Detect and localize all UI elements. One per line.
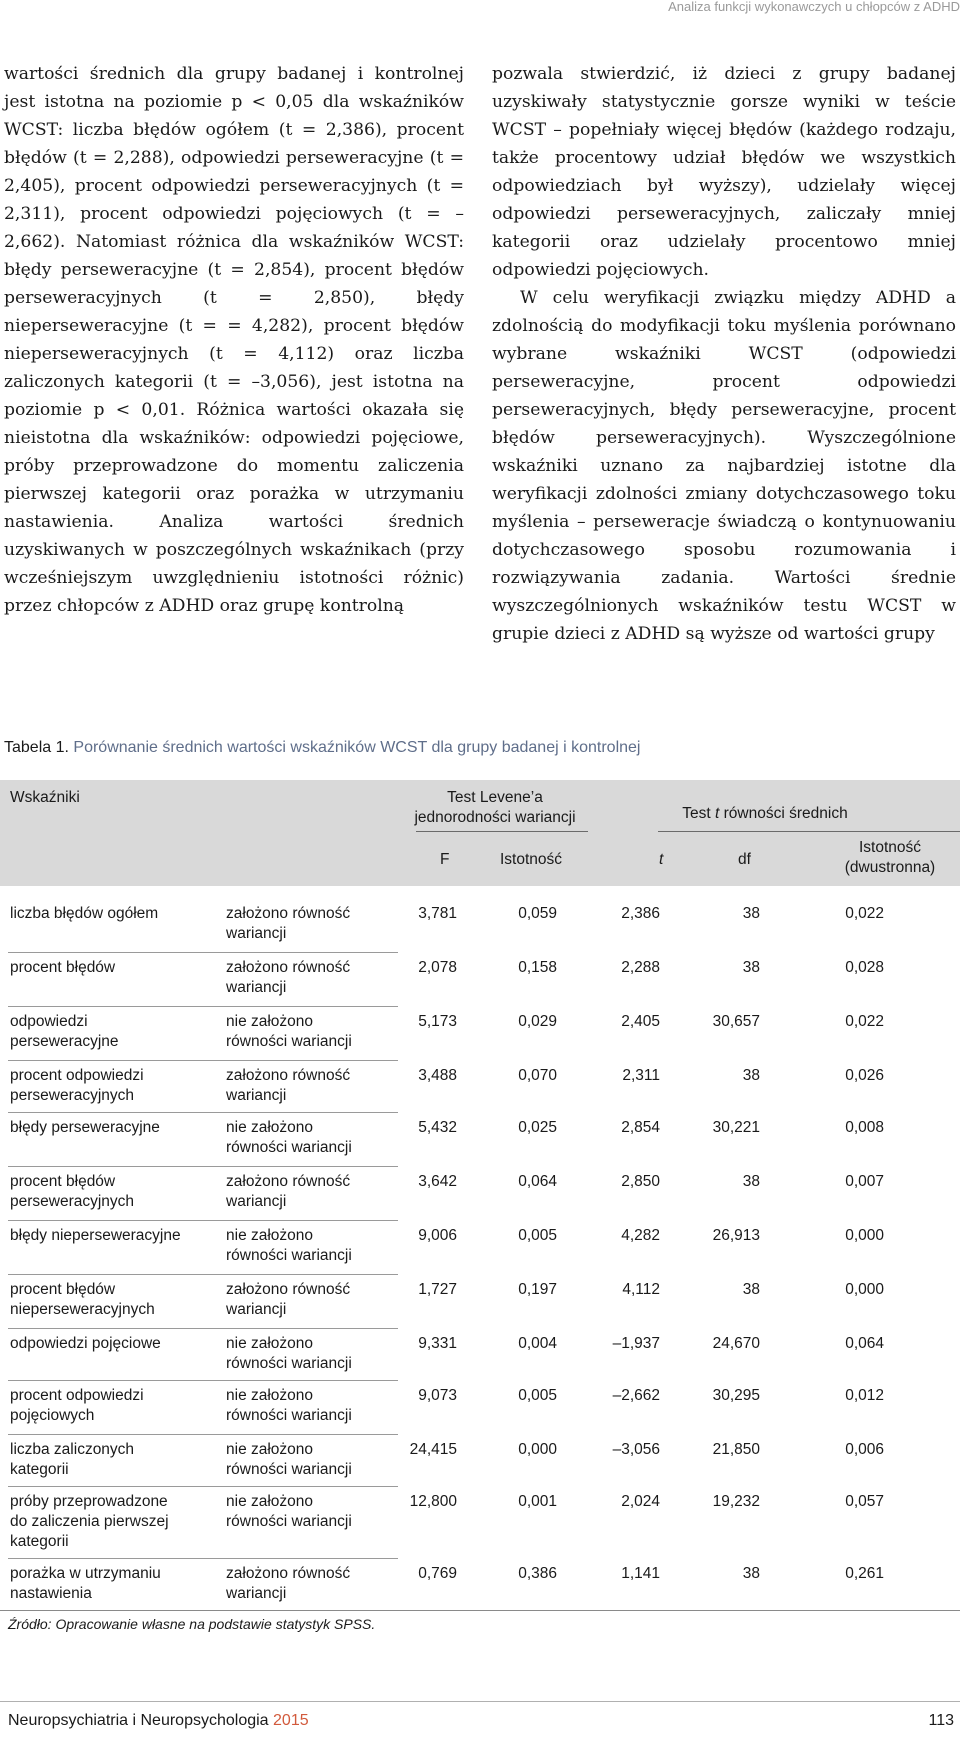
cell-sig2: 0,022 (845, 1013, 884, 1030)
row-assumption-line: nie założono (226, 1387, 314, 1404)
row-assumption-line: równości wariancji (226, 1461, 352, 1478)
row-indicator-line: liczba zaliczonych (10, 1441, 135, 1458)
row-indicator-line: próby przeprowadzone (10, 1493, 168, 1510)
row-indicator-line: procent odpowiedzi (10, 1067, 144, 1084)
cell-sig2: 0,006 (845, 1441, 884, 1458)
row-assumption-line: założono równość (226, 1067, 351, 1084)
row-indicator-line: liczba błędów ogółem (10, 905, 159, 922)
row-assumption-line: równości wariancji (226, 1247, 352, 1264)
row-indicator (10, 904, 200, 924)
header-levene-line2: jednorodności wariancji (414, 809, 576, 826)
row-indicator-line: odpowiedzi (10, 1013, 88, 1030)
right-text-column (492, 60, 956, 648)
cell-t: 2,288 (621, 959, 660, 976)
header-t: t (659, 851, 664, 868)
row-assumption-line: nie założono (226, 1119, 314, 1136)
row-separator (8, 1060, 398, 1061)
cell-F: 9,006 (418, 1227, 457, 1244)
row-indicator-line: procent odpowiedzi (10, 1387, 144, 1404)
row-assumption-line: nie założono (226, 1335, 314, 1352)
cell-significance: 0,001 (518, 1493, 557, 1510)
row-indicator-line: perseweracyjnych (10, 1087, 135, 1104)
cell-df: 30,221 (712, 1119, 760, 1136)
cell-t: 2,311 (622, 1067, 660, 1084)
cell-sig2: 0,012 (845, 1387, 884, 1404)
header-sig2 (820, 838, 960, 878)
row-separator (8, 1328, 398, 1329)
cell-F: 5,173 (418, 1013, 457, 1030)
row-assumption (226, 1118, 396, 1158)
page-number: 113 (928, 1712, 954, 1729)
cell-F: 12,800 (409, 1493, 457, 1510)
row-assumption-line: wariancji (226, 1585, 287, 1602)
cell-sig2: 0,008 (845, 1119, 884, 1136)
left-text-column (4, 60, 464, 620)
cell-F: 1,727 (418, 1281, 457, 1298)
row-indicator-line: kategorii (10, 1461, 69, 1478)
row-assumption-line: wariancji (226, 1193, 287, 1210)
row-indicator-line: perseweracyjne (10, 1033, 119, 1050)
cell-significance: 0,005 (518, 1387, 557, 1404)
row-indicator-line: porażka w utrzymaniu (10, 1565, 161, 1582)
row-assumption-line: równości wariancji (226, 1355, 352, 1372)
footer-journal-name: Neuropsychiatria i Neuropsychologia (8, 1712, 269, 1729)
row-assumption-line: wariancji (226, 1087, 287, 1104)
cell-sig2: 0,022 (845, 905, 884, 922)
row-assumption-line: założono równość (226, 1565, 351, 1582)
cell-significance: 0,004 (518, 1335, 557, 1352)
footer-year: 2015 (273, 1712, 309, 1729)
row-assumption-line: wariancji (226, 1301, 287, 1318)
cell-F: 3,488 (418, 1067, 457, 1084)
cell-sig2: 0,007 (845, 1173, 884, 1190)
row-assumption-line: równości wariancji (226, 1139, 352, 1156)
cell-F: 24,415 (409, 1441, 457, 1458)
cell-F: 5,432 (418, 1119, 457, 1136)
cell-t: 4,282 (621, 1227, 660, 1244)
table-caption-text: Porównanie średnich wartości wskaźników WCST dla grupy badanej i kontrolnej (73, 739, 641, 756)
row-assumption-line: równości wariancji (226, 1033, 352, 1050)
row-indicator-line: kategorii (10, 1533, 69, 1550)
cell-df: 30,657 (712, 1013, 760, 1030)
cell-t: 2,024 (621, 1493, 660, 1510)
row-assumption (226, 1012, 396, 1052)
right-paragraph-2: W celu weryfikacji związku między ADHD a zdolnością do modyfikacji toku myślenia porównano wybrane wskaźniki WCST (odpowiedzi perseweracyjne, procent odpowiedzi perseweracyjnych, błędy perseweracyjne, procent błędów perseweracyjnych). Wyszczególnione wskaźniki uznano za najbardziej istotne dla weryfikacji zdolności zmiany dotychczasowego toku myślenia – perseweracje świadczą o kontynuowaniu dotychczasowego sposobu rozumowania i rozwiązywania zadania. Wartości średnie wyszczególnionych wskaźników testu WCST w grupie dzieci z ADHD są wyższe od wartości grupy (492, 288, 956, 644)
row-assumption-line: nie założono (226, 1493, 314, 1510)
cell-F: 3,642 (418, 1173, 457, 1190)
cell-t: 2,854 (621, 1119, 660, 1136)
cell-t: 2,386 (621, 905, 660, 922)
row-indicator (10, 1066, 200, 1106)
row-indicator-line: do zaliczenia pierwszej (10, 1513, 169, 1530)
row-assumption-line: założono równość (226, 959, 351, 976)
cell-sig2: 0,000 (845, 1227, 884, 1244)
right-paragraph-1: pozwala stwierdzić, iż dzieci z grupy badanej uzyskiwały statystycznie gorsze wyniki w teście WCST – popełniały więcej błędów (każdego rodzaju, także procentowy udział błędów we wszystkich odpowiedziach był wyższy), udzielały więcej odpowiedzi perseweracyjnych, zaliczały mniej kategorii oraz udzielały procentowo mniej odpowiedzi pojęciowych. (492, 64, 956, 280)
row-indicator (10, 1564, 200, 1604)
cell-sig2: 0,057 (845, 1493, 884, 1510)
header-rule-ttest (658, 831, 960, 832)
table-bottom-rule (0, 1610, 960, 1611)
row-assumption-line: wariancji (226, 979, 287, 996)
header-sig2-line2: (dwustronna) (844, 859, 936, 876)
row-assumption (226, 958, 396, 998)
cell-t: –3,056 (612, 1441, 660, 1458)
row-assumption (226, 904, 396, 944)
row-separator (8, 1274, 398, 1275)
cell-significance: 0,070 (518, 1067, 557, 1084)
row-indicator (10, 1386, 200, 1426)
header-rule-levene (416, 831, 588, 832)
row-separator (8, 1434, 398, 1435)
cell-significance: 0,025 (518, 1119, 557, 1136)
header-sig2-line1: Istotność (858, 839, 922, 856)
row-indicator-line: błędy nieperseweracyjne (10, 1227, 181, 1244)
table-source: Źródło: Opracowanie własne na podstawie statystyk SPSS. (8, 1616, 376, 1632)
cell-t: –1,937 (612, 1335, 660, 1352)
row-assumption (226, 1066, 396, 1106)
cell-significance: 0,064 (518, 1173, 557, 1190)
cell-significance: 0,386 (518, 1565, 557, 1582)
cell-t: 2,850 (621, 1173, 660, 1190)
footer-journal (8, 1712, 309, 1730)
header-indicators: Wskaźniki (10, 789, 80, 806)
cell-df: 38 (742, 1565, 760, 1582)
row-separator (8, 1380, 398, 1381)
header-ttest-t: t (715, 805, 720, 822)
cell-df: 24,670 (712, 1335, 760, 1352)
row-assumption (226, 1492, 396, 1532)
cell-significance: 0,197 (518, 1281, 557, 1298)
cell-df: 38 (742, 959, 760, 976)
cell-significance: 0,000 (518, 1441, 557, 1458)
row-assumption-line: wariancji (226, 925, 287, 942)
cell-df: 38 (742, 1173, 760, 1190)
row-separator (8, 1006, 398, 1007)
table-caption (4, 738, 954, 758)
cell-df: 38 (742, 1067, 760, 1084)
row-indicator (10, 1492, 200, 1552)
row-assumption (226, 1226, 396, 1266)
header-levene-line1: Test Levene’a (447, 789, 543, 806)
row-separator (8, 1558, 398, 1559)
row-assumption-line: równości wariancji (226, 1513, 352, 1530)
left-paragraph: wartości średnich dla grupy badanej i kontrolnej jest istotna na poziomie p < 0,05 dla wskaźników WCST: liczba błędów ogółem (t = 2,386), procent błędów (t = 2,288), odpowiedzi perseweracyjne (t = 2,405), procent odpowiedzi perseweracyjnych (t = 2,311), procent odpowiedzi pojęciowych (t = –2,662). Natomiast różnica dla wskaźników WCST: błędy perseweracyjne (t = 2,854), procent błędów perseweracyjnych (t = 2,850), błędy nieperseweracyjne (t = = 4,282), procent błędów nieperseweracyjnych (t = 4,112) oraz liczba zaliczonych kategorii (t = –3,056), jest istotna na poziomie p < 0,01. Różnica wartości okazała się nieistotna dla wskaźników: odpowiedzi pojęciowe, próby przeprowadzone do momentu zaliczenia pierwszej kategorii oraz porażka w utrzymaniu nastawienia. Analiza wartości średnich uzyskiwanych w poszczególnych wskaźnikach (przy wcześniejszym uwzględnieniu istotności różnic) przez chłopców z ADHD oraz grupę kontrolną (4, 64, 464, 616)
table-header (0, 780, 960, 886)
row-assumption-line: równości wariancji (226, 1407, 352, 1424)
cell-F: 9,331 (418, 1335, 457, 1352)
row-indicator (10, 1334, 200, 1354)
row-indicator (10, 1440, 200, 1480)
row-separator (8, 1220, 398, 1221)
cell-t: 2,405 (621, 1013, 660, 1030)
row-assumption (226, 1280, 396, 1320)
header-F: F (440, 851, 450, 868)
cell-df: 30,295 (712, 1387, 760, 1404)
row-indicator (10, 1012, 200, 1052)
header-levene (390, 788, 600, 828)
row-indicator-line: odpowiedzi pojęciowe (10, 1335, 161, 1352)
row-indicator-line: błędy perseweracyjne (10, 1119, 160, 1136)
cell-sig2: 0,028 (845, 959, 884, 976)
cell-significance: 0,029 (518, 1013, 557, 1030)
cell-F: 3,781 (418, 905, 457, 922)
row-indicator-line: perseweracyjnych (10, 1193, 135, 1210)
table-caption-label: Tabela 1. (4, 739, 69, 756)
row-indicator-line: nieperseweracyjnych (10, 1301, 155, 1318)
cell-sig2: 0,064 (845, 1335, 884, 1352)
cell-t: 4,112 (622, 1281, 660, 1298)
row-separator (8, 1486, 398, 1487)
row-indicator-line: procent błędów (10, 959, 116, 976)
cell-sig2: 0,026 (845, 1067, 884, 1084)
row-assumption-line: założono równość (226, 1281, 351, 1298)
cell-significance: 0,005 (518, 1227, 557, 1244)
row-indicator-line: pojęciowych (10, 1407, 95, 1424)
cell-df: 19,232 (712, 1493, 760, 1510)
row-indicator-line: nastawienia (10, 1585, 92, 1602)
row-indicator-line: procent błędów (10, 1173, 116, 1190)
row-indicator (10, 958, 200, 978)
row-assumption (226, 1172, 396, 1212)
row-separator (8, 952, 398, 953)
header-ttest (640, 804, 890, 824)
cell-df: 38 (742, 905, 760, 922)
row-indicator (10, 1280, 200, 1320)
header-df: df (738, 851, 751, 868)
row-assumption (226, 1440, 396, 1480)
cell-sig2: 0,000 (845, 1281, 884, 1298)
cell-F: 0,769 (418, 1565, 457, 1582)
header-significance: Istotność (500, 851, 563, 868)
row-indicator (10, 1226, 200, 1246)
cell-t: 1,141 (621, 1565, 660, 1582)
row-assumption (226, 1334, 396, 1374)
header-ttest-prefix: Test (682, 805, 716, 822)
row-assumption (226, 1386, 396, 1426)
row-assumption-line: nie założono (226, 1441, 314, 1458)
header-ttest-suffix: równości średnich (719, 805, 848, 822)
row-assumption-line: założono równość (226, 1173, 351, 1190)
row-assumption-line: założono równość (226, 905, 351, 922)
running-header: Analiza funkcji wykonawczych u chłopców z ADHD (668, 0, 960, 14)
cell-F: 9,073 (418, 1387, 457, 1404)
cell-df: 38 (742, 1281, 760, 1298)
cell-df: 26,913 (712, 1227, 760, 1244)
row-separator (8, 1112, 398, 1113)
row-indicator-line: procent błędów (10, 1281, 116, 1298)
cell-F: 2,078 (418, 959, 457, 976)
row-assumption-line: nie założono (226, 1227, 314, 1244)
row-indicator (10, 1118, 200, 1138)
row-assumption (226, 1564, 396, 1604)
cell-df: 21,850 (712, 1441, 760, 1458)
footer-rule (0, 1701, 960, 1702)
row-assumption-line: nie założono (226, 1013, 314, 1030)
cell-t: –2,662 (612, 1387, 660, 1404)
results-table (0, 780, 960, 1600)
cell-sig2: 0,261 (845, 1565, 884, 1582)
row-separator (8, 1166, 398, 1167)
cell-significance: 0,158 (518, 959, 557, 976)
row-indicator (10, 1172, 200, 1212)
cell-significance: 0,059 (518, 905, 557, 922)
